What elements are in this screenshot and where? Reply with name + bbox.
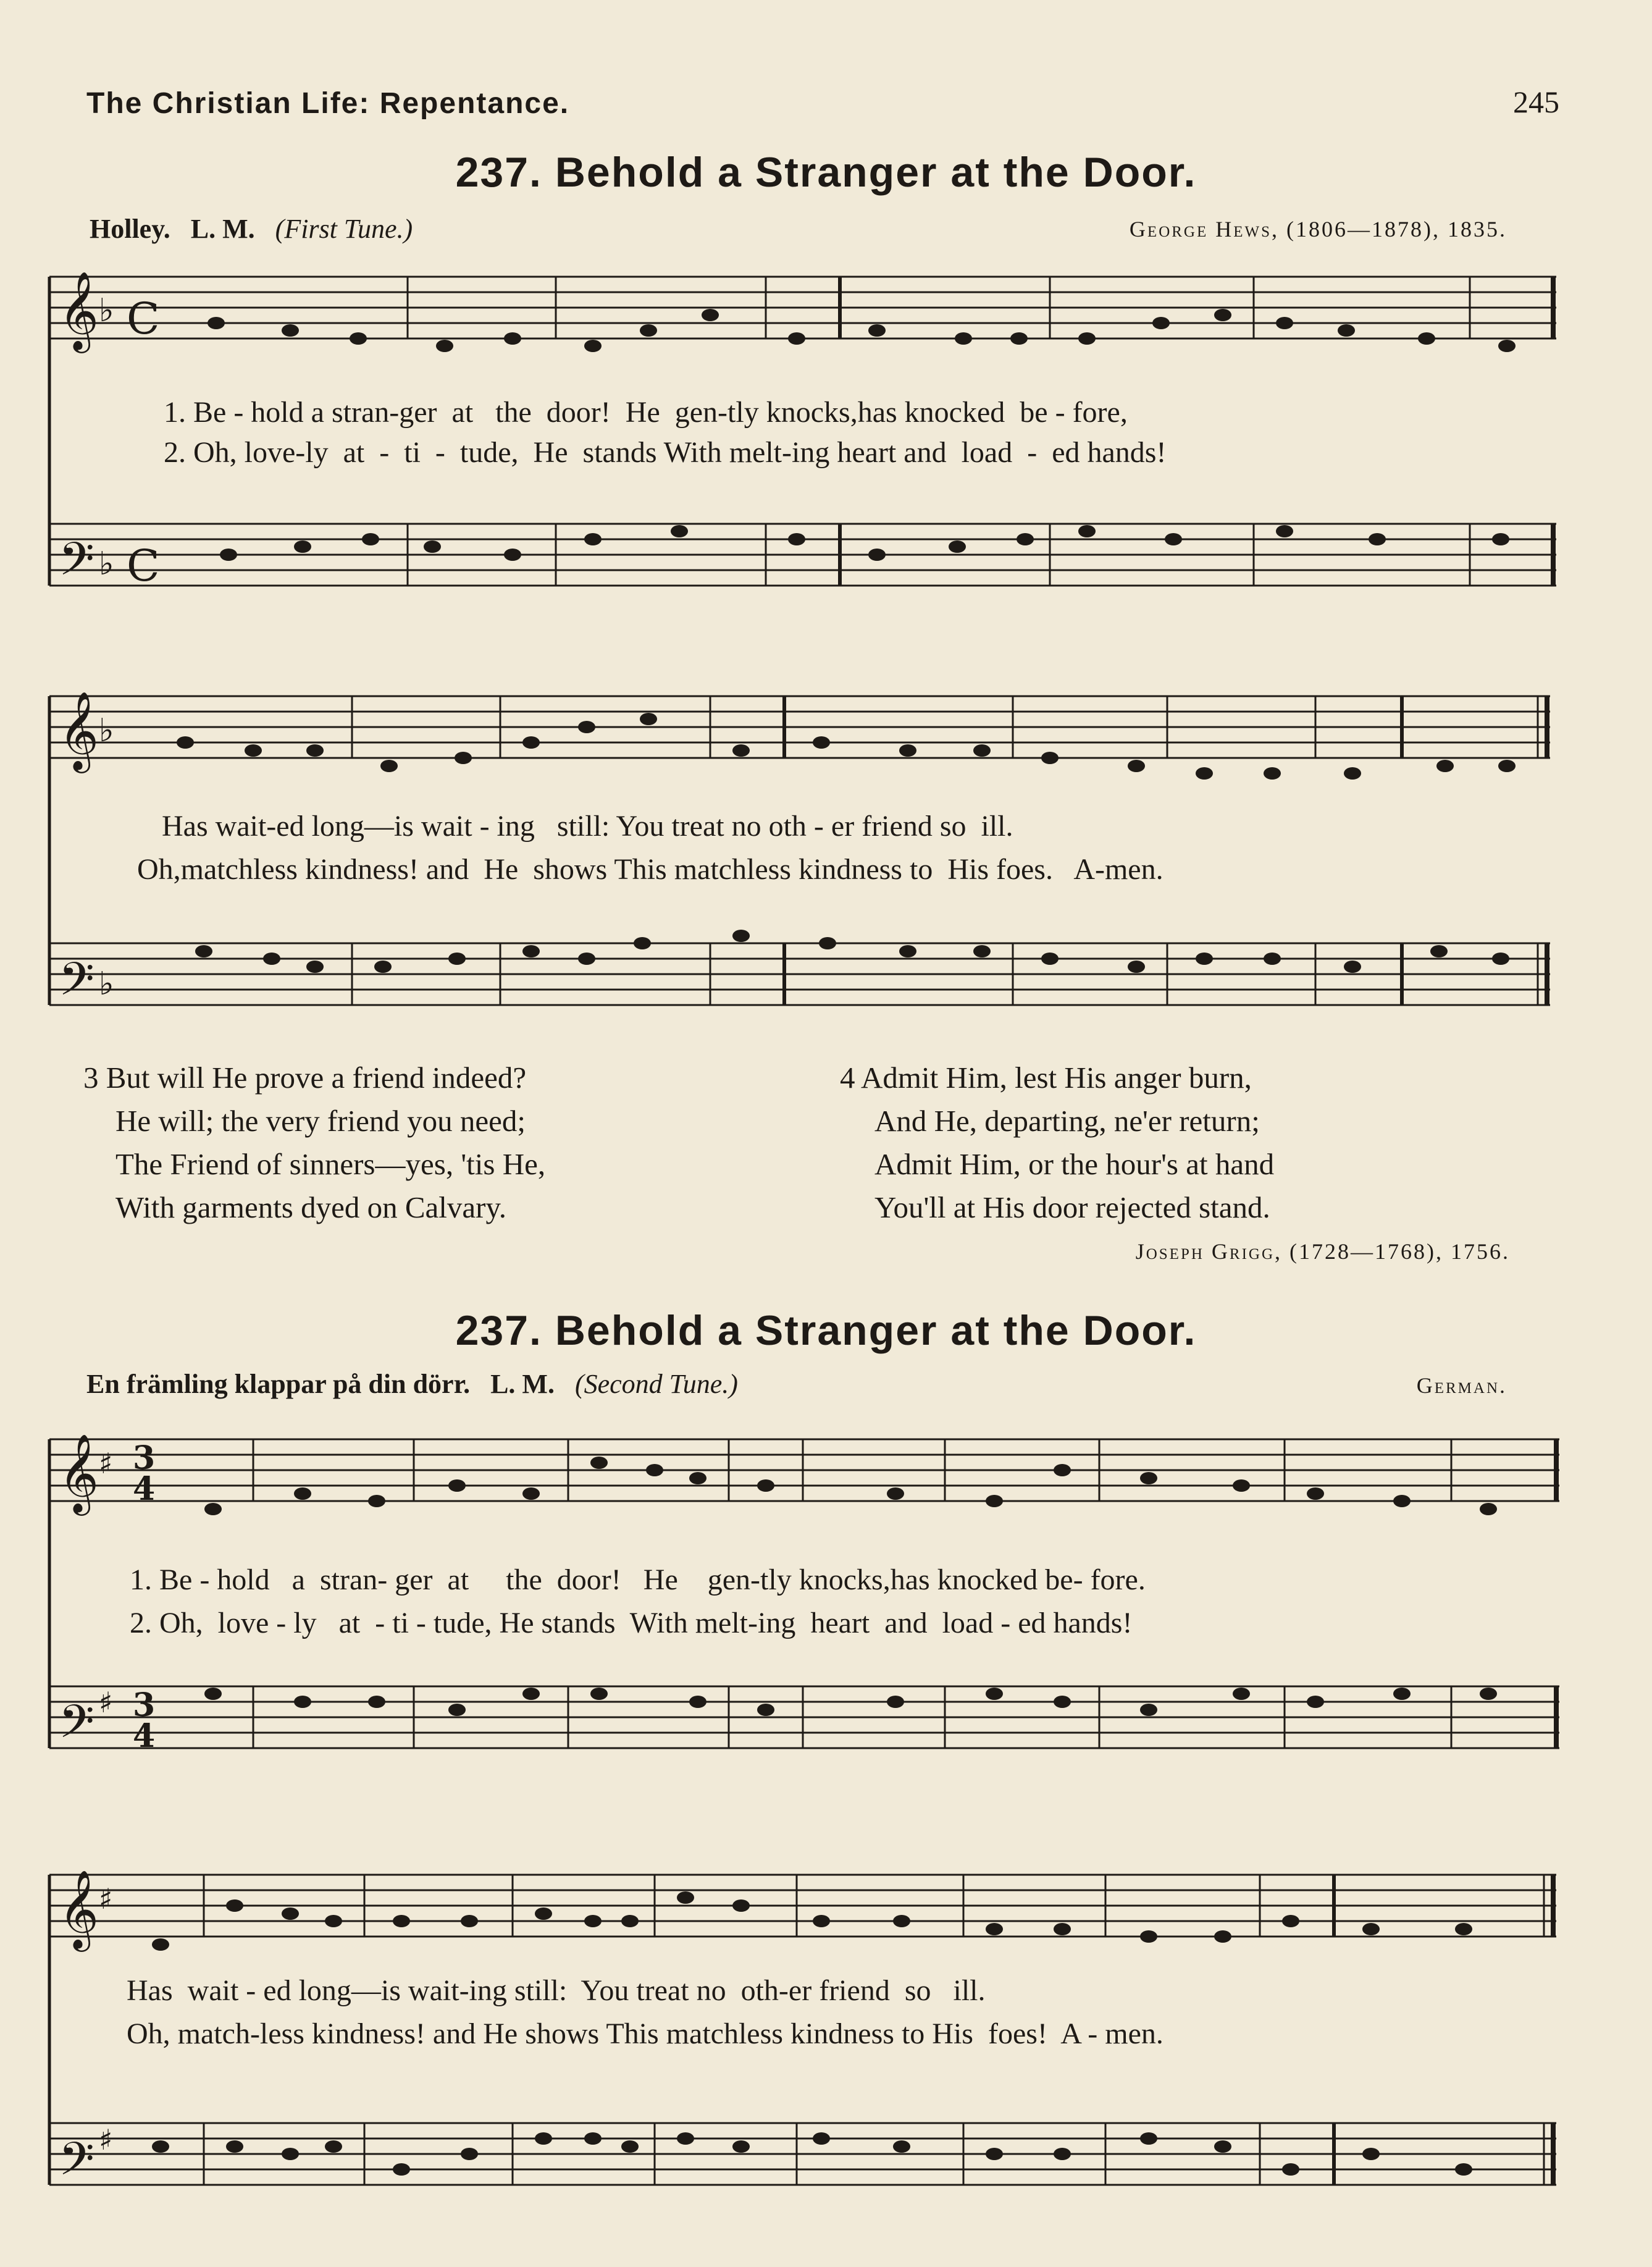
hymn2-meter: L. M. xyxy=(490,1369,555,1399)
svg-text:4: 4 xyxy=(133,1717,156,1755)
svg-text:𝄢: 𝄢 xyxy=(59,953,94,1017)
svg-text:♭: ♭ xyxy=(99,545,114,583)
hymn2-system1-lyric-verse2: 2. Oh, love - ly at - ti - tude, He stands With melt-ing heart and load - ed hands! xyxy=(130,1607,1133,1639)
svg-text:♯: ♯ xyxy=(99,2123,113,2156)
svg-text:4: 4 xyxy=(133,1470,156,1508)
stanza3-line2: He will; the very friend you need; xyxy=(115,1104,526,1138)
svg-text:𝄢: 𝄢 xyxy=(59,2132,94,2197)
stanza3-line4: With garments dyed on Calvary. xyxy=(115,1190,507,1224)
svg-text:𝄞: 𝄞 xyxy=(59,1433,99,1512)
hymn1-author: Joseph Grigg, (1728—1768), 1756. xyxy=(1135,1239,1510,1264)
svg-text:C: C xyxy=(127,540,160,591)
hymn1-tune-note: (First Tune.) xyxy=(275,214,413,244)
svg-text:𝄞: 𝄞 xyxy=(59,271,99,350)
hymn2-system2-lyric-verse2: Oh, match-less kindness! and He shows This matchless kindness to His foes! A - men. xyxy=(127,2017,1164,2050)
hymn2-system1-lyric-verse1: 1. Be - hold a stran- ger at the door! He gen-tly knocks,has knocked be- fore. xyxy=(130,1563,1146,1596)
hymn1-system2-lyric-verse2: Oh,matchless kindness! and He shows This matchless kindness to His foes. A-men. xyxy=(137,853,1164,886)
svg-text:𝄞: 𝄞 xyxy=(59,1869,99,1948)
svg-text:♯: ♯ xyxy=(99,1686,113,1719)
running-head-title: The Christian Life: Repentance. xyxy=(86,87,570,120)
svg-text:𝄞: 𝄞 xyxy=(59,691,99,770)
svg-text:♯: ♯ xyxy=(99,1447,113,1480)
svg-text:𝄢: 𝄢 xyxy=(59,532,94,597)
hymn1-meter: L. M. xyxy=(190,214,255,244)
stanza3-line1: 3 But will He prove a friend indeed? xyxy=(83,1061,527,1095)
stanza4-line2: And He, departing, ne'er return; xyxy=(874,1104,1260,1138)
hymn2-tune-name: En främling klappar på din dörr. xyxy=(86,1369,471,1399)
hymn2-system2-lyric-verse1: Has wait - ed long—is wait-ing still: You treat no oth-er friend so ill. xyxy=(127,1974,986,2007)
stanza4-line3: Admit Him, or the hour's at hand xyxy=(874,1147,1275,1181)
hymn1-composer: George Hews, (1806—1878), 1835. xyxy=(1129,217,1507,242)
hymn1-system1-lyric-verse1: 1. Be - hold a stran-ger at the door! He gen-tly knocks,has knocked be - fore, xyxy=(164,396,1128,429)
hymn2-composer: German. xyxy=(1416,1373,1507,1398)
svg-text:C: C xyxy=(127,293,160,344)
stanza4-line4: You'll at His door rejected stand. xyxy=(874,1190,1270,1224)
page-number: 245 xyxy=(1513,85,1559,119)
hymn2-title: 237. Behold a Stranger at the Door. xyxy=(455,1307,1197,1354)
svg-text:𝄢: 𝄢 xyxy=(59,1695,94,1760)
svg-text:♭: ♭ xyxy=(99,712,114,749)
svg-text:♯: ♯ xyxy=(99,1882,113,1916)
hymn2-tune-note: (Second Tune.) xyxy=(574,1369,738,1399)
stanza3-line3: The Friend of sinners—yes, 'tis He, xyxy=(115,1147,546,1181)
svg-text:3: 3 xyxy=(133,1686,156,1724)
hymn1-system2-lyric-verse1: Has wait-ed long—is wait - ing still: You treat no oth - er friend so ill. xyxy=(162,810,1013,843)
svg-text:3: 3 xyxy=(133,1439,156,1477)
hymn1-title: 237. Behold a Stranger at the Door. xyxy=(455,149,1197,196)
stanza4-line1: 4 Admit Him, lest His anger burn, xyxy=(840,1061,1252,1095)
hymn1-system1-lyric-verse2: 2. Oh, love-ly at - ti - tude, He stands With melt-ing heart and load - ed hands! xyxy=(164,436,1167,469)
svg-text:♭: ♭ xyxy=(99,292,114,329)
hymn1-tune-name: Holley. xyxy=(90,214,170,244)
svg-text:♭: ♭ xyxy=(99,965,114,1003)
